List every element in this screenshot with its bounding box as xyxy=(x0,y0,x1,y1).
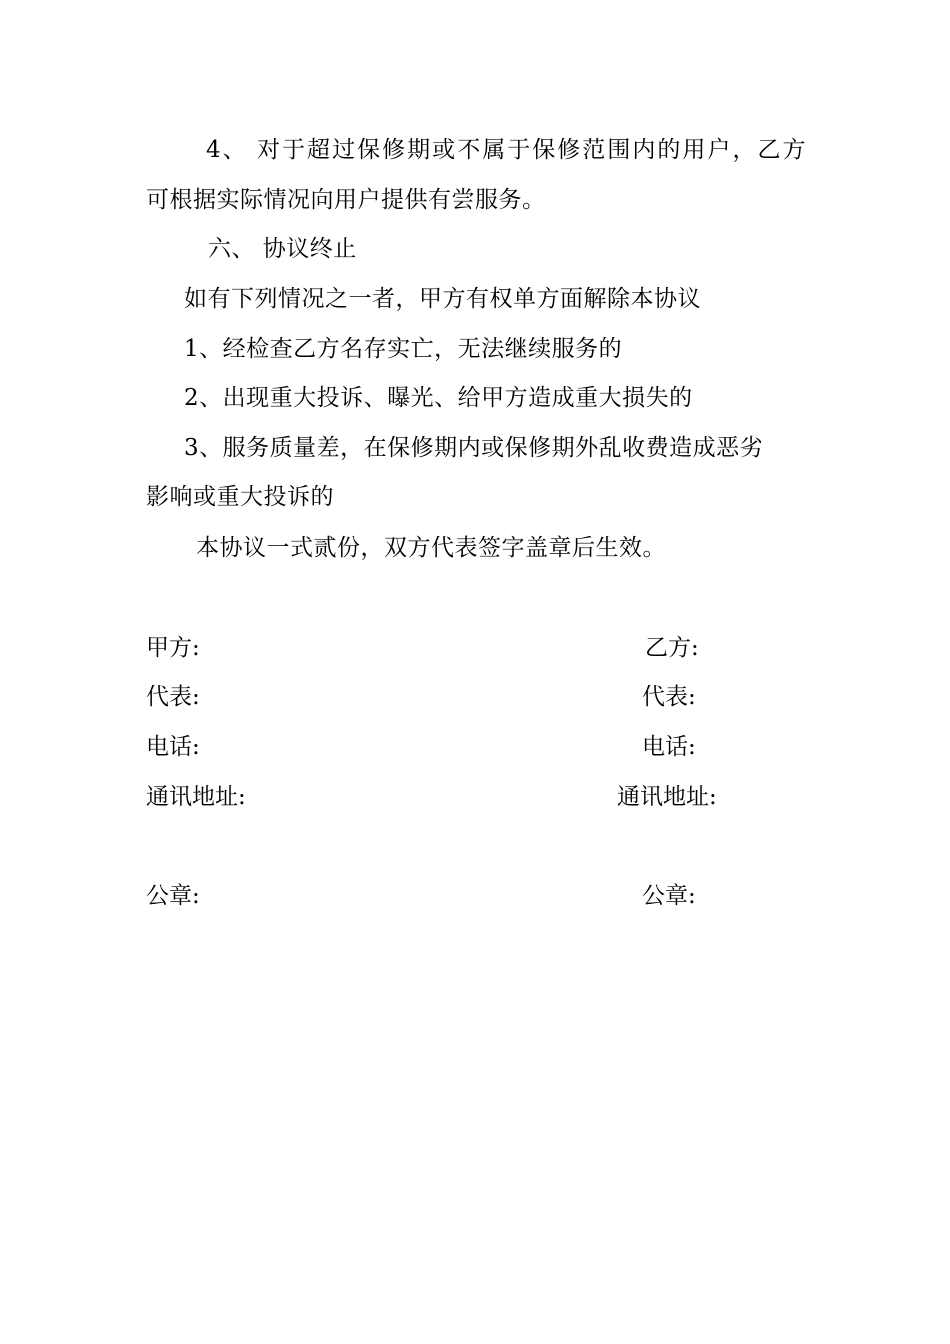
party-a-address-label: 通讯地址: xyxy=(146,784,246,810)
closing-statement: 本协议一式贰份，双方代表签字盖章后生效。 xyxy=(196,535,666,561)
party-b-address-label: 通讯地址: xyxy=(617,784,717,810)
termination-item-3-line-2: 影响或重大投诉的 xyxy=(146,484,334,510)
termination-item-3-line-1: 3、服务质量差，在保修期内或保修期外乱收费造成恶劣 xyxy=(184,435,764,461)
clause-4-line-1: 4、 对于超过保修期或不属于保修范围内的用户，乙方 xyxy=(206,137,806,163)
termination-intro: 如有下列情况之一者，甲方有权单方面解除本协议 xyxy=(184,286,701,312)
clause-4-line-2: 可根据实际情况向用户提供有尝服务。 xyxy=(146,187,546,213)
section-heading-termination: 六、 协议终止 xyxy=(208,236,357,262)
party-b-seal-label: 公章: xyxy=(642,883,696,909)
party-a-label: 甲方: xyxy=(146,635,200,661)
party-a-phone-label: 电话: xyxy=(146,734,200,760)
party-a-seal-label: 公章: xyxy=(146,883,200,909)
termination-item-1: 1、经检查乙方名存实亡，无法继续服务的 xyxy=(184,336,623,362)
termination-item-2: 2、出现重大投诉、曝光、给甲方造成重大损失的 xyxy=(184,385,693,411)
party-b-label: 乙方: xyxy=(645,635,699,661)
party-b-phone-label: 电话: xyxy=(642,734,696,760)
party-b-representative-label: 代表: xyxy=(642,684,696,710)
party-a-representative-label: 代表: xyxy=(146,684,200,710)
